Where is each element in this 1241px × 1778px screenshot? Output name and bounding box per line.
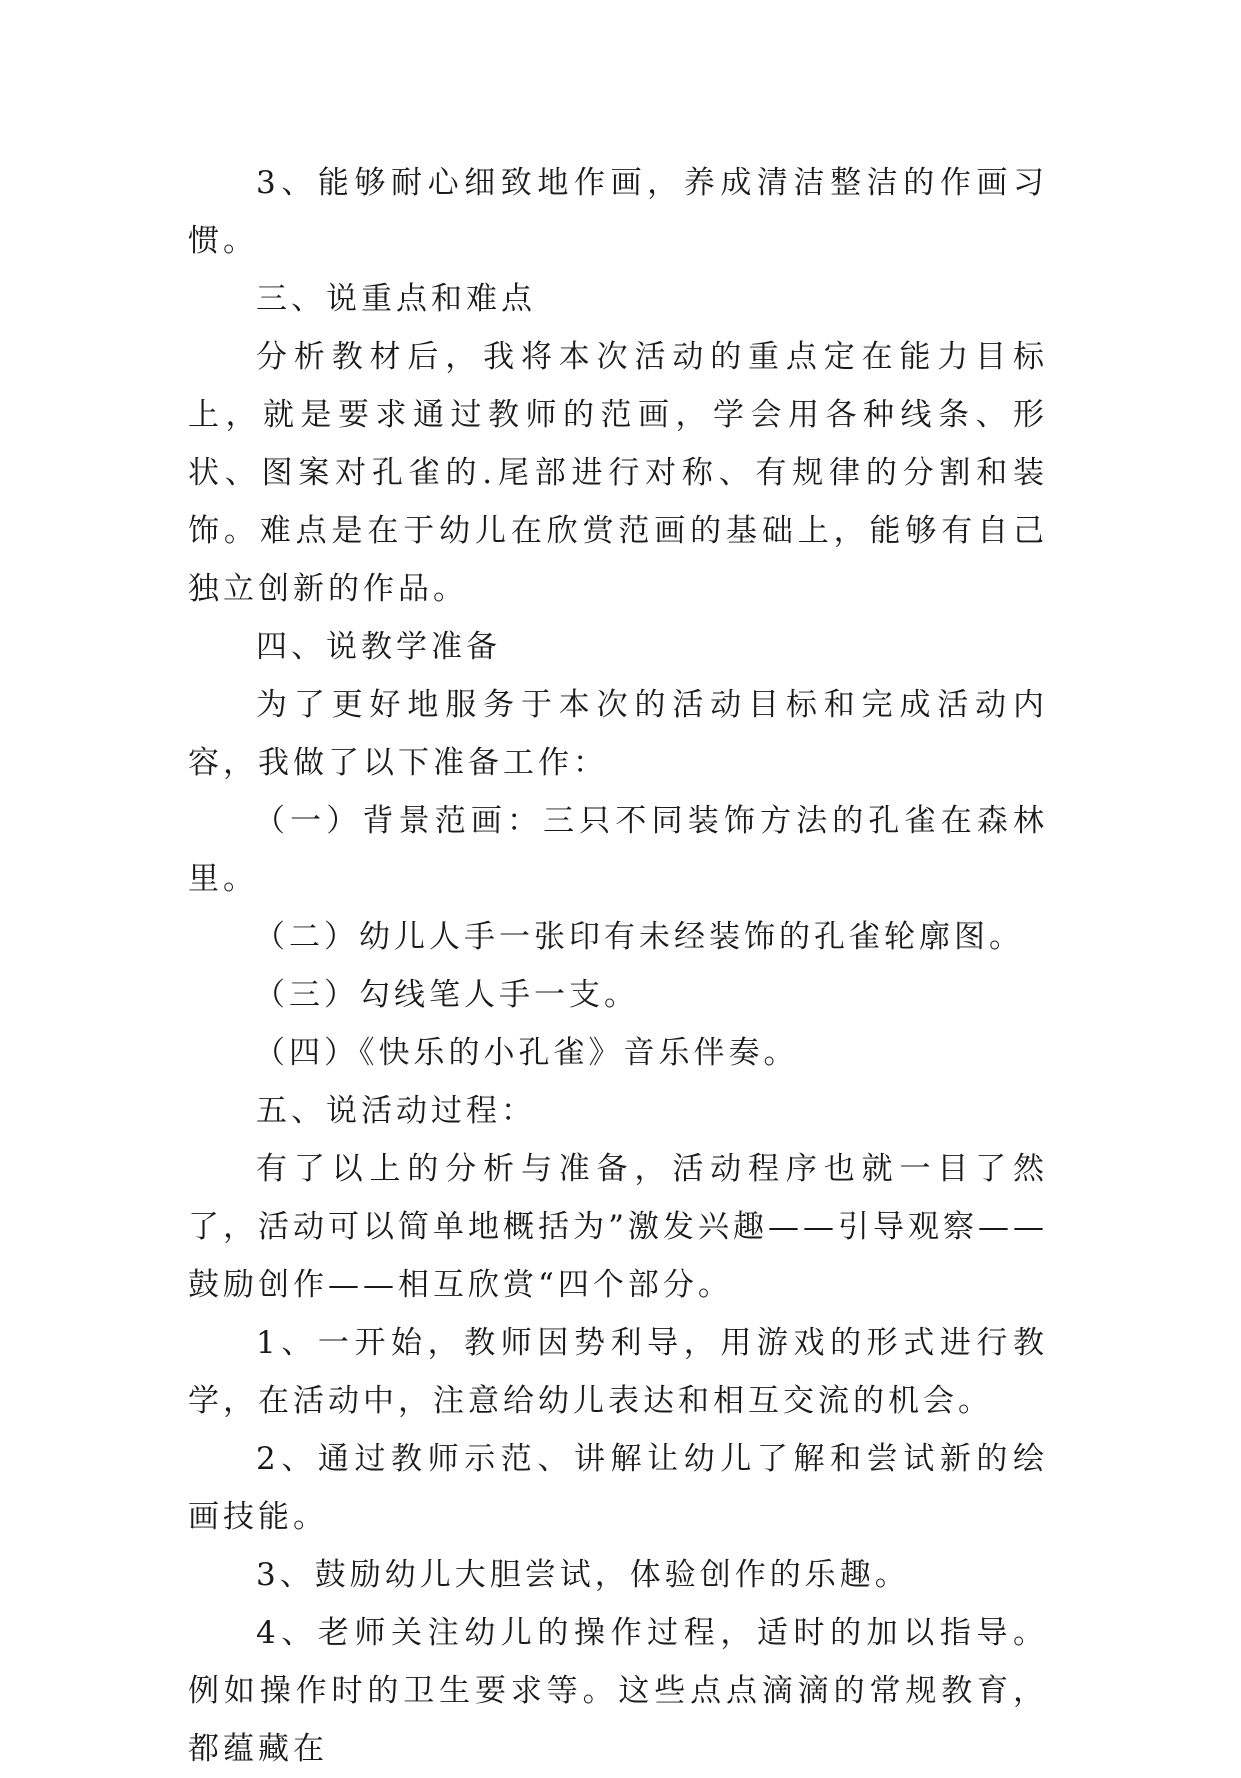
preparation-item-4: （四）《快乐的小孔雀》音乐伴奏。 — [254, 1035, 799, 1071]
process-step-4: 4、老师关注幼儿的操作过程，适时的加以指导。例如操作时的卫生要求等。这些点点滴滴的常规教育，都蕴藏在 — [188, 1615, 1048, 1767]
heading-key-points: 三、说重点和难点 — [256, 281, 536, 317]
preparation-item-1: （一）背景范画：三只不同装饰方法的孔雀在森林里。 — [188, 803, 1048, 897]
paragraph-key-points: 分析教材后，我将本次活动的重点定在能力目标上，就是要求通过教师的范画，学会用各种线条、形状、图案对孔雀的.尾部进行对称、有规律的分割和装饰。难点是在于幼儿在欣赏范画的基础上，能够有自己独立创新的作品。 — [188, 339, 1048, 607]
paragraph-process-summary: 有了以上的分析与准备，活动程序也就一目了然了，活动可以简单地概括为”激发兴趣——引导观察——鼓励创作——相互欣赏“四个部分。 — [188, 1151, 1048, 1303]
preparation-item-2: （二）幼儿人手一张印有未经装饰的孔雀轮廓图。 — [254, 919, 1024, 955]
paragraph-goal-3: 3、能够耐心细致地作画，养成清洁整洁的作画习惯。 — [188, 165, 1048, 259]
heading-teaching-preparation: 四、说教学准备 — [256, 629, 501, 665]
process-step-2: 2、通过教师示范、讲解让幼儿了解和尝试新的绘画技能。 — [188, 1441, 1048, 1535]
paragraph-preparation-intro: 为了更好地服务于本次的活动目标和完成活动内容，我做了以下准备工作： — [188, 687, 1048, 781]
heading-activity-process: 五、说活动过程： — [256, 1093, 536, 1129]
process-step-1: 1、一开始，教师因势利导，用游戏的形式进行教学，在活动中，注意给幼儿表达和相互交流的机会。 — [188, 1325, 1048, 1419]
document-body — [188, 154, 1048, 1778]
preparation-item-3: （三）勾线笔人手一支。 — [254, 977, 639, 1013]
process-step-3: 3、鼓励幼儿大胆尝试，体验创作的乐趣。 — [256, 1557, 910, 1593]
